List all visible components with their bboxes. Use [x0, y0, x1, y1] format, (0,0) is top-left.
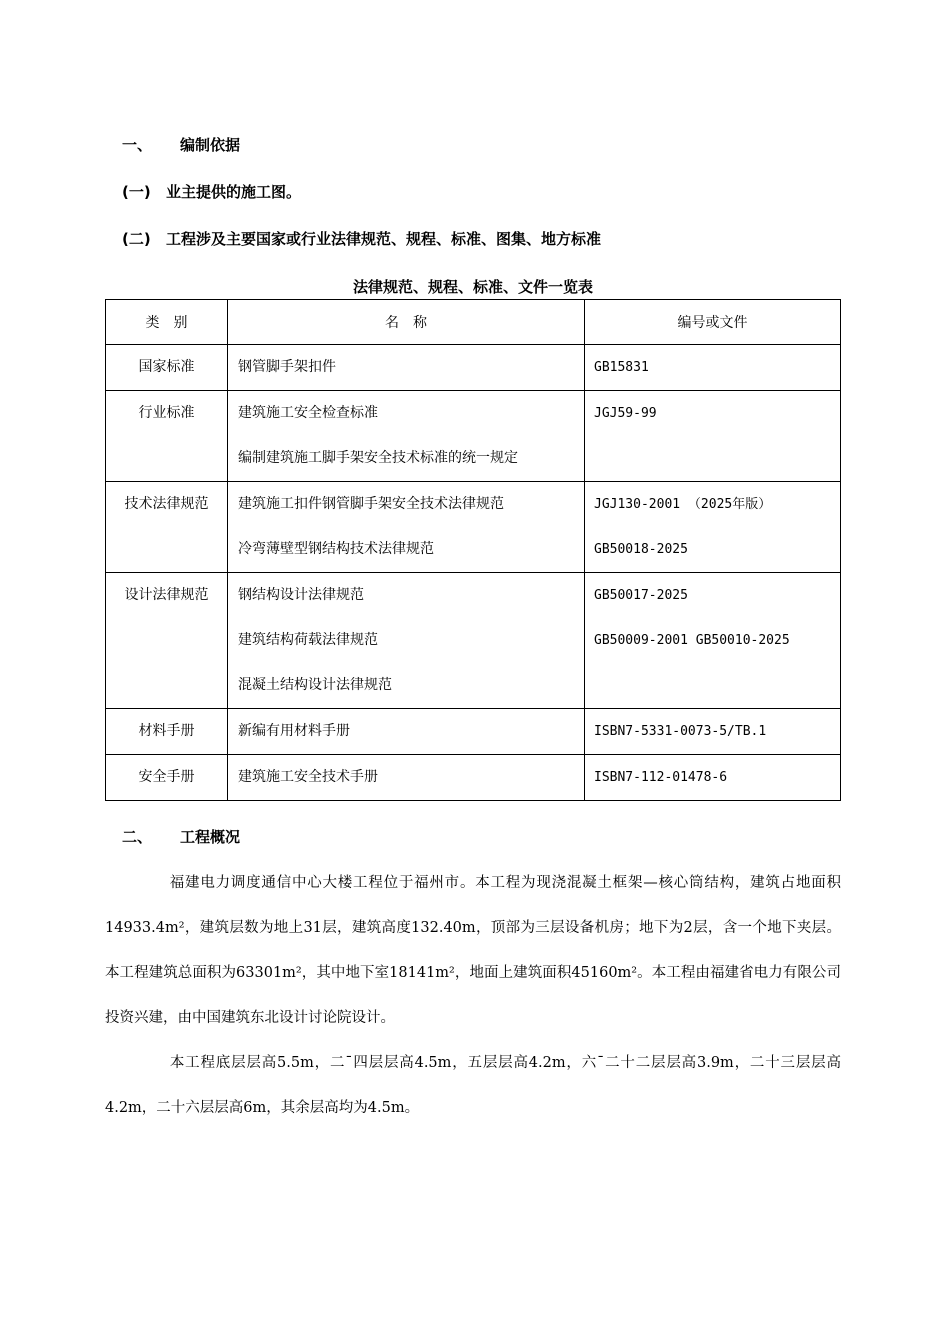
table-row: [106, 345, 841, 391]
subsection-heading-standards: [122, 228, 601, 249]
section-title: 编制依据: [180, 136, 241, 154]
section-heading-basis: [122, 134, 240, 155]
section-number: 一、: [122, 136, 153, 154]
section-title: 工程概况: [180, 828, 241, 846]
table-title: 法律规范、规程、标准、文件一览表: [352, 278, 593, 296]
row-name: 建筑施工安全检查标准: [238, 405, 378, 421]
row-name: 钢管脚手架扣件: [238, 359, 336, 375]
row-name: 编制建筑施工脚手架安全技术标准的统一规定: [238, 450, 518, 466]
row-code: ISBN7-112-01478-6: [594, 770, 728, 785]
subsection-number: (二): [122, 230, 151, 248]
row-category: 安全手册: [138, 769, 195, 785]
paragraph-text: 本工程底层层高5.5m，二¯四层层高4.5m，五层层高4.2m，六¯二十二层层高3.9m，二十三层层高4.2m，二十六层层高6m，其余层高均为4.5m。: [105, 1055, 841, 1116]
table-row: [106, 573, 841, 709]
row-code: JGJ130-2001 （2025年版）: [594, 497, 772, 512]
row-category: 材料手册: [138, 723, 195, 739]
row-category: 技术法律规范: [124, 496, 209, 512]
row-name: 钢结构设计法律规范: [238, 587, 364, 603]
table-row: [106, 755, 841, 801]
table-header-row: [106, 300, 841, 345]
paragraph-text: 福建电力调度通信中心大楼工程位于福州市。本工程为现浇混凝土框架—核心筒结构，建筑占地面积14933.4m²，建筑层数为地上31层，建筑高度132.40m，顶部为三层设备机房；地下为2层，含一个地下夹层。本工程建筑总面积为63301m²，其中地下室18141m²，地面上建筑面积45160m²。本工程由福建省电力有限公司投资兴建，由中国建筑东北设计讨论院设计。: [105, 875, 841, 1026]
row-category: 行业标准: [138, 405, 195, 421]
row-code: GB50017-2025: [594, 588, 688, 603]
row-name: 建筑施工安全技术手册: [238, 769, 378, 785]
table-row: [106, 391, 841, 482]
subsection-title: 业主提供的施工图。: [166, 183, 302, 201]
overview-paragraph-1: [105, 861, 841, 1041]
row-name: 建筑施工扣件钢管脚手架安全技术法律规范: [238, 496, 504, 512]
subsection-number: (一): [122, 183, 151, 201]
overview-paragraph-2: [105, 1041, 841, 1131]
row-code: JGJ59-99: [594, 406, 657, 421]
standards-table: [105, 299, 841, 801]
row-name: 冷弯薄壁型钢结构技术法律规范: [238, 541, 434, 557]
subsection-heading-drawings: [122, 181, 301, 202]
row-category: 国家标准: [138, 359, 195, 375]
row-name: 混凝土结构设计法律规范: [238, 677, 392, 693]
subsection-title: 工程涉及主要国家或行业法律规范、规程、标准、图集、地方标准: [166, 230, 602, 248]
section-number: 二、: [122, 828, 153, 846]
section-heading-overview: [122, 826, 240, 847]
table-row: [106, 709, 841, 755]
header-name: 名 称: [228, 300, 585, 345]
row-category: 设计法律规范: [124, 587, 209, 603]
row-code: GB15831: [594, 360, 649, 375]
table-row: [106, 482, 841, 573]
header-category: 类 别: [106, 300, 228, 345]
row-code: ISBN7-5331-0073-5/TB.1: [594, 724, 767, 739]
header-code: 编号或文件: [585, 300, 841, 345]
row-code: GB50018-2025: [594, 542, 688, 557]
row-code: GB50009-2001 GB50010-2025: [594, 633, 790, 648]
row-name: 新编有用材料手册: [238, 723, 350, 739]
row-name: 建筑结构荷载法律规范: [238, 632, 378, 648]
